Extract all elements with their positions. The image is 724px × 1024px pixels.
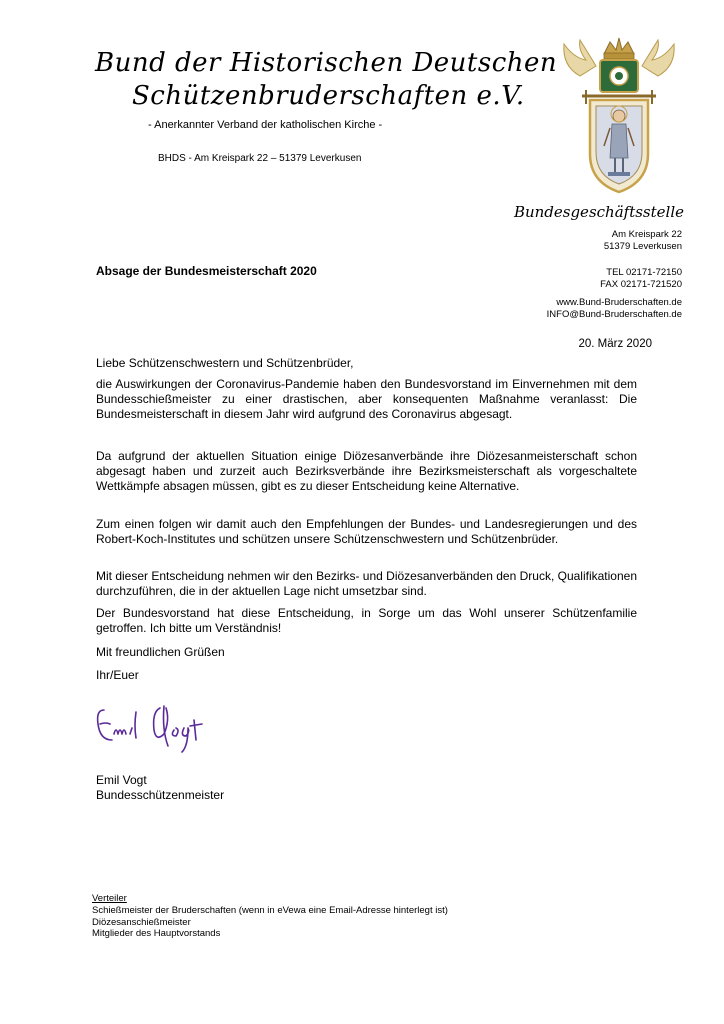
signer-title: Bundesschützenmeister <box>96 788 225 802</box>
office-street: Am Kreispark 22 <box>611 229 682 240</box>
distribution-title: Verteiler <box>92 893 127 904</box>
letter-greeting: Liebe Schützenschwestern und Schützenbrüder, <box>96 356 354 370</box>
signer-block <box>96 773 224 803</box>
body-paragraph: Zum einen folgen wir damit auch den Empfehlungen der Bundes- und Landesregierungen und des Robert-Koch-Institutes und schützen unsere Schützenschwestern und Schützenbrüder. <box>96 517 637 546</box>
office-email-link[interactable]: INFO@Bund-Bruderschaften.de <box>546 308 682 320</box>
office-tel: TEL 02171-72150 <box>606 267 682 278</box>
org-name-line2: Schützenbruderschaften e.V. <box>132 81 525 111</box>
list-item: Diözesanschießmeister <box>92 916 191 928</box>
signer-name: Emil Vogt <box>96 773 147 787</box>
office-address <box>604 229 682 252</box>
office-online <box>547 297 682 320</box>
list-item: Mitglieder des Hauptvorstands <box>92 928 221 940</box>
org-subtitle: - Anerkannter Verband der katholischen Kirche - <box>148 119 383 131</box>
org-name-line1: Bund der Historischen Deutschen <box>95 48 558 78</box>
letter-date: 20. März 2020 <box>578 338 652 350</box>
office-name: Bundesgeschäftsstelle <box>513 203 684 221</box>
distribution-list <box>92 893 448 940</box>
letter-subject: Absage der Bundesmeisterschaft 2020 <box>96 264 317 278</box>
office-web-link[interactable]: www.Bund-Bruderschaften.de <box>556 297 682 308</box>
body-paragraph: Da aufgrund der aktuellen Situation einige Diözesanverbände ihre Diözesanmeisterschaft schon abgesagt haben und zurzeit auch Bezirksverbände ihre Bezirksmeisterschaft als vorgeschaltete Wettkämpfe absagen müssen, gibt es zu dieser Entscheidung keine Alternative. <box>96 449 637 493</box>
office-city: 51379 Leverkusen <box>603 240 682 252</box>
office-fax: FAX 02171-721520 <box>600 278 682 290</box>
letter-closing-2: Ihr/Euer <box>96 668 139 682</box>
coat-of-arms-icon <box>560 36 678 196</box>
sender-address: BHDS - Am Kreispark 22 – 51379 Leverkusen <box>158 153 362 164</box>
list-item: Schießmeister der Bruderschaften (wenn in eVewa eine Email-Adresse hinterlegt ist) <box>92 904 448 916</box>
letter-closing: Mit freundlichen Grüßen <box>96 645 225 659</box>
office-contact <box>600 267 682 290</box>
signature-icon <box>90 690 230 760</box>
body-paragraph: Mit dieser Entscheidung nehmen wir den Bezirks- und Diözesanverbänden den Druck, Qualifikationen durchzuführen, die in der aktuellen Lage nicht umsetzbar sind. <box>96 569 637 598</box>
body-paragraph: Der Bundesvorstand hat diese Entscheidung, in Sorge um das Wohl unserer Schützenfamilie getroffen. Ich bitte um Verständnis! <box>96 606 637 635</box>
body-paragraph: die Auswirkungen der Coronavirus-Pandemie haben den Bundesvorstand im Einvernehmen mit dem Bundesschießmeister zu einer drastischen, aber konsequenten Maßnahme veranlasst: Die Bundesmeisterschaft in diesem Jahr wird aufgrund des Coronavirus abgesagt. <box>96 377 637 421</box>
